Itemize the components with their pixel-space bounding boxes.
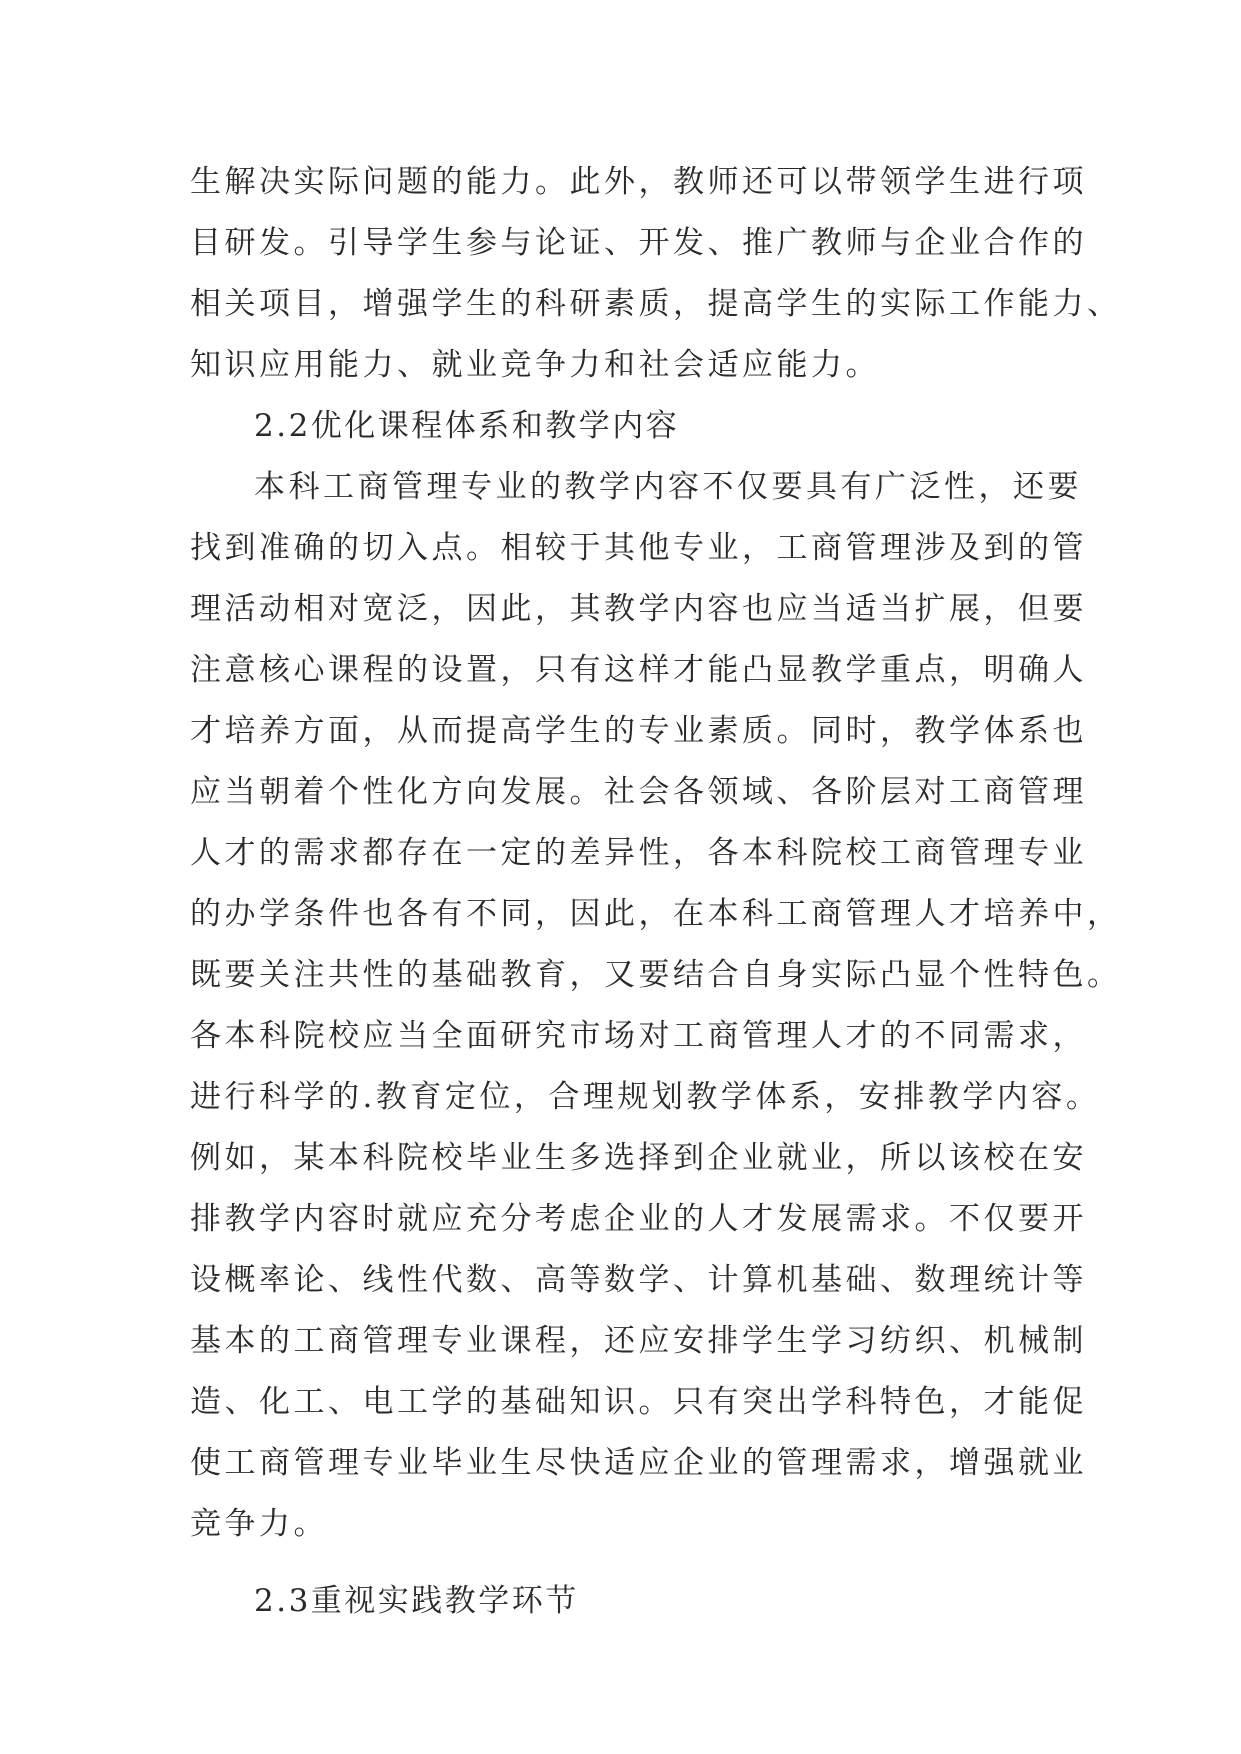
document-body bbox=[190, 152, 1122, 1632]
paragraph-line: 进行科学的.教育定位，合理规划教学体系，安排教学内容。 bbox=[190, 1079, 1101, 1115]
paragraph-line: 相关项目，增强学生的科研素质，提高学生的实际工作能力、 bbox=[190, 286, 1122, 322]
paragraph-line: 既要关注共性的基础教育，又要结合自身实际凸显个性特色。 bbox=[190, 957, 1122, 993]
paragraph-2 bbox=[190, 457, 1122, 1555]
paragraph-1 bbox=[190, 152, 1122, 396]
paragraph-line: 竞争力。 bbox=[190, 1506, 328, 1542]
paragraph-line: 理活动相对宽泛，因此，其教学内容也应当适当扩展，但要 bbox=[190, 591, 1087, 627]
paragraph-first-line: 本科工商管理专业的教学内容不仅要具有广泛性，还要 bbox=[254, 469, 1082, 505]
paragraph-line: 使工商管理专业毕业生尽快适应企业的管理需求，增强就业 bbox=[190, 1445, 1087, 1481]
paragraph-line: 才培养方面，从而提高学生的专业素质。同时，教学体系也 bbox=[190, 713, 1087, 749]
paragraph-line: 人才的需求都存在一定的差异性，各本科院校工商管理专业 bbox=[190, 835, 1087, 871]
section-heading-2-2: 2.2优化课程体系和教学内容 bbox=[254, 408, 680, 444]
paragraph-line: 目研发。引导学生参与论证、开发、推广教师与企业合作的 bbox=[190, 225, 1087, 261]
section-heading-2-3: 2.3重视实践教学环节 bbox=[254, 1583, 579, 1619]
paragraph-line: 排教学内容时就应充分考虑企业的人才发展需求。不仅要开 bbox=[190, 1201, 1087, 1237]
paragraph-line: 各本科院校应当全面研究市场对工商管理人才的不同需求， bbox=[190, 1018, 1087, 1054]
paragraph-line: 知识应用能力、就业竞争力和社会适应能力。 bbox=[190, 347, 880, 383]
paragraph-line: 应当朝着个性化方向发展。社会各领域、各阶层对工商管理 bbox=[190, 774, 1087, 810]
paragraph-line: 找到准确的切入点。相较于其他专业，工商管理涉及到的管 bbox=[190, 530, 1087, 566]
paragraph-line: 例如，某本科院校毕业生多选择到企业就业，所以该校在安 bbox=[190, 1140, 1087, 1176]
paragraph-line: 注意核心课程的设置，只有这样才能凸显教学重点，明确人 bbox=[190, 652, 1087, 688]
paragraph-line: 基本的工商管理专业课程，还应安排学生学习纺织、机械制 bbox=[190, 1323, 1087, 1359]
paragraph-line: 的办学条件也各有不同，因此，在本科工商管理人才培养中， bbox=[190, 896, 1122, 932]
paragraph-line: 生解决实际问题的能力。此外，教师还可以带领学生进行项 bbox=[190, 164, 1087, 200]
paragraph-line: 设概率论、线性代数、高等数学、计算机基础、数理统计等 bbox=[190, 1262, 1087, 1298]
paragraph-line: 造、化工、电工学的基础知识。只有突出学科特色，才能促 bbox=[190, 1384, 1087, 1420]
